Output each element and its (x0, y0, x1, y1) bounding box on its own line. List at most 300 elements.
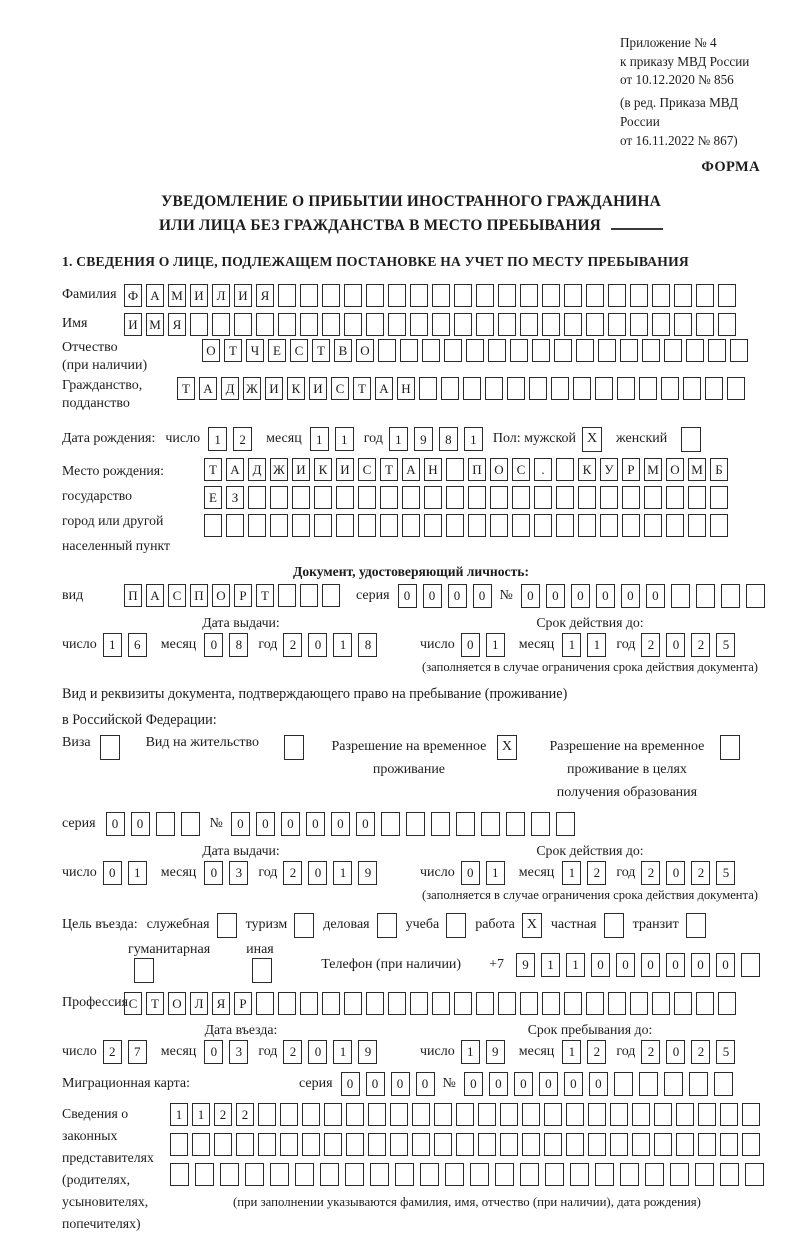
char-box[interactable]: 2 (283, 861, 302, 885)
char-box[interactable]: 0 (204, 861, 223, 885)
char-box[interactable]: А (402, 458, 420, 481)
temp-residence-checkbox[interactable]: X (497, 735, 517, 760)
char-box[interactable] (688, 514, 706, 537)
char-box[interactable]: 0 (391, 1072, 410, 1096)
char-box[interactable] (431, 812, 450, 836)
char-box[interactable] (696, 584, 715, 608)
char-box[interactable]: 2 (283, 633, 302, 657)
char-box[interactable] (718, 313, 736, 336)
char-box[interactable] (600, 514, 618, 537)
char-box[interactable]: 0 (106, 812, 125, 836)
char-box[interactable]: 0 (571, 584, 590, 608)
char-box[interactable]: 7 (128, 1040, 147, 1064)
char-box[interactable]: М (688, 458, 706, 481)
char-box[interactable] (500, 1133, 518, 1156)
char-box[interactable]: 0 (589, 1072, 608, 1096)
char-box[interactable]: Н (397, 377, 415, 400)
char-box[interactable] (644, 486, 662, 509)
char-box[interactable] (630, 284, 648, 307)
char-box[interactable] (652, 992, 670, 1015)
char-box[interactable]: 2 (641, 633, 660, 657)
char-box[interactable]: 0 (464, 1072, 483, 1096)
purpose-other-checkbox[interactable] (252, 958, 272, 983)
char-box[interactable] (270, 514, 288, 537)
char-box[interactable]: 1 (587, 633, 606, 657)
char-box[interactable]: М (168, 284, 186, 307)
char-box[interactable] (258, 1103, 276, 1126)
char-box[interactable] (195, 1163, 214, 1186)
char-box[interactable]: 2 (691, 1040, 710, 1064)
char-box[interactable] (586, 284, 604, 307)
char-box[interactable] (666, 486, 684, 509)
char-box[interactable]: 1 (486, 633, 505, 657)
char-box[interactable] (512, 486, 530, 509)
char-box[interactable] (280, 1133, 298, 1156)
char-box[interactable] (420, 1163, 439, 1186)
char-box[interactable] (485, 377, 503, 400)
char-box[interactable] (645, 1163, 664, 1186)
char-box[interactable] (664, 1072, 683, 1096)
char-box[interactable] (456, 1103, 474, 1126)
char-box[interactable]: 1 (333, 1040, 352, 1064)
char-box[interactable] (554, 339, 572, 362)
char-box[interactable] (446, 486, 464, 509)
char-box[interactable]: Я (212, 992, 230, 1015)
char-box[interactable]: 0 (423, 584, 442, 608)
char-box[interactable]: Ч (246, 339, 264, 362)
char-box[interactable] (676, 1133, 694, 1156)
char-box[interactable]: Ф (124, 284, 142, 307)
char-box[interactable] (412, 1133, 430, 1156)
char-box[interactable] (344, 284, 362, 307)
char-box[interactable]: 3 (229, 1040, 248, 1064)
char-box[interactable]: О (168, 992, 186, 1015)
char-box[interactable]: Ж (243, 377, 261, 400)
char-box[interactable]: 0 (461, 861, 480, 885)
char-box[interactable]: 1 (486, 861, 505, 885)
char-box[interactable]: Т (256, 584, 274, 607)
char-box[interactable] (698, 1103, 716, 1126)
char-box[interactable] (727, 377, 745, 400)
char-box[interactable]: 0 (308, 1040, 327, 1064)
char-box[interactable] (190, 313, 208, 336)
char-box[interactable] (170, 1163, 189, 1186)
char-box[interactable] (512, 514, 530, 537)
char-box[interactable] (434, 1103, 452, 1126)
char-box[interactable] (468, 514, 486, 537)
char-box[interactable]: 1 (562, 633, 581, 657)
char-box[interactable]: К (287, 377, 305, 400)
char-box[interactable] (566, 1133, 584, 1156)
char-box[interactable] (498, 313, 516, 336)
char-box[interactable] (322, 992, 340, 1015)
char-box[interactable] (578, 486, 596, 509)
char-box[interactable]: Т (177, 377, 195, 400)
char-box[interactable] (598, 339, 616, 362)
char-box[interactable] (600, 486, 618, 509)
char-box[interactable] (358, 486, 376, 509)
char-box[interactable]: 1 (128, 861, 147, 885)
char-box[interactable] (432, 313, 450, 336)
char-box[interactable]: 0 (308, 633, 327, 657)
char-box[interactable]: Т (380, 458, 398, 481)
char-box[interactable]: Ж (270, 458, 288, 481)
char-box[interactable] (302, 1103, 320, 1126)
char-box[interactable] (644, 514, 662, 537)
char-box[interactable] (390, 1133, 408, 1156)
char-box[interactable] (608, 284, 626, 307)
char-box[interactable]: 0 (308, 861, 327, 885)
char-box[interactable]: Я (256, 284, 274, 307)
char-box[interactable] (380, 514, 398, 537)
char-box[interactable]: 1 (103, 633, 122, 657)
char-box[interactable] (270, 1163, 289, 1186)
char-box[interactable]: 0 (331, 812, 350, 836)
char-box[interactable] (463, 377, 481, 400)
char-box[interactable]: 2 (214, 1103, 232, 1126)
char-box[interactable] (388, 313, 406, 336)
char-box[interactable]: 0 (596, 584, 615, 608)
char-box[interactable] (470, 1163, 489, 1186)
char-box[interactable]: 0 (341, 1072, 360, 1096)
char-box[interactable]: О (202, 339, 220, 362)
char-box[interactable]: И (124, 313, 142, 336)
char-box[interactable] (366, 284, 384, 307)
char-box[interactable]: 2 (283, 1040, 302, 1064)
char-box[interactable] (671, 584, 690, 608)
char-box[interactable] (446, 458, 464, 481)
visa-checkbox[interactable] (100, 735, 120, 760)
char-box[interactable]: 0 (366, 1072, 385, 1096)
char-box[interactable] (688, 486, 706, 509)
char-box[interactable] (432, 284, 450, 307)
char-box[interactable] (696, 284, 714, 307)
char-box[interactable] (345, 1163, 364, 1186)
char-box[interactable]: С (358, 458, 376, 481)
char-box[interactable] (278, 313, 296, 336)
char-box[interactable] (156, 812, 175, 836)
char-box[interactable]: 0 (539, 1072, 558, 1096)
char-box[interactable]: 0 (521, 584, 540, 608)
char-box[interactable] (466, 339, 484, 362)
char-box[interactable] (551, 377, 569, 400)
char-box[interactable]: С (290, 339, 308, 362)
char-box[interactable] (566, 1103, 584, 1126)
char-box[interactable] (478, 1133, 496, 1156)
char-box[interactable] (642, 339, 660, 362)
purpose-work-checkbox[interactable]: X (522, 913, 542, 938)
char-box[interactable] (542, 313, 560, 336)
sex-male-checkbox[interactable]: X (582, 427, 602, 452)
char-box[interactable] (520, 284, 538, 307)
char-box[interactable]: 0 (256, 812, 275, 836)
char-box[interactable]: 2 (103, 1040, 122, 1064)
char-box[interactable]: 1 (170, 1103, 188, 1126)
char-box[interactable] (578, 514, 596, 537)
char-box[interactable] (534, 514, 552, 537)
char-box[interactable] (632, 1133, 650, 1156)
char-box[interactable]: 2 (641, 861, 660, 885)
char-box[interactable] (366, 992, 384, 1015)
char-box[interactable]: 0 (716, 953, 735, 977)
char-box[interactable] (670, 1163, 689, 1186)
char-box[interactable] (204, 514, 222, 537)
char-box[interactable] (556, 486, 574, 509)
char-box[interactable] (570, 1163, 589, 1186)
char-box[interactable]: Л (190, 992, 208, 1015)
char-box[interactable] (454, 992, 472, 1015)
char-box[interactable]: 0 (564, 1072, 583, 1096)
char-box[interactable] (742, 1133, 760, 1156)
char-box[interactable] (256, 313, 274, 336)
char-box[interactable] (532, 339, 550, 362)
char-box[interactable]: 2 (691, 633, 710, 657)
char-box[interactable]: С (331, 377, 349, 400)
char-box[interactable] (292, 486, 310, 509)
char-box[interactable] (368, 1103, 386, 1126)
char-box[interactable]: 0 (514, 1072, 533, 1096)
char-box[interactable] (324, 1103, 342, 1126)
char-box[interactable]: О (212, 584, 230, 607)
char-box[interactable] (432, 992, 450, 1015)
char-box[interactable] (302, 1133, 320, 1156)
char-box[interactable]: 0 (398, 584, 417, 608)
char-box[interactable]: Т (312, 339, 330, 362)
char-box[interactable]: 0 (641, 953, 660, 977)
char-box[interactable] (630, 992, 648, 1015)
char-box[interactable] (705, 377, 723, 400)
char-box[interactable]: 2 (236, 1103, 254, 1126)
char-box[interactable]: 1 (192, 1103, 210, 1126)
char-box[interactable]: 8 (439, 427, 458, 451)
char-box[interactable]: А (199, 377, 217, 400)
char-box[interactable] (510, 339, 528, 362)
char-box[interactable] (556, 458, 574, 481)
char-box[interactable]: 0 (204, 1040, 223, 1064)
char-box[interactable]: 1 (541, 953, 560, 977)
purpose-study-checkbox[interactable] (446, 913, 466, 938)
char-box[interactable] (278, 992, 296, 1015)
char-box[interactable]: И (309, 377, 327, 400)
char-box[interactable]: 1 (208, 427, 227, 451)
char-box[interactable]: М (644, 458, 662, 481)
char-box[interactable] (630, 313, 648, 336)
char-box[interactable] (610, 1103, 628, 1126)
char-box[interactable] (402, 486, 420, 509)
char-box[interactable] (721, 584, 740, 608)
char-box[interactable] (400, 339, 418, 362)
char-box[interactable]: С (168, 584, 186, 607)
char-box[interactable]: Е (204, 486, 222, 509)
char-box[interactable]: Д (248, 458, 266, 481)
char-box[interactable] (181, 812, 200, 836)
char-box[interactable] (270, 486, 288, 509)
char-box[interactable]: Т (146, 992, 164, 1015)
char-box[interactable]: 0 (461, 633, 480, 657)
char-box[interactable] (322, 313, 340, 336)
char-box[interactable] (529, 377, 547, 400)
char-box[interactable]: 1 (566, 953, 585, 977)
char-box[interactable] (314, 486, 332, 509)
char-box[interactable] (380, 486, 398, 509)
char-box[interactable] (564, 992, 582, 1015)
char-box[interactable] (212, 313, 230, 336)
char-box[interactable] (542, 992, 560, 1015)
char-box[interactable] (661, 377, 679, 400)
char-box[interactable]: 0 (356, 812, 375, 836)
char-box[interactable]: . (534, 458, 552, 481)
char-box[interactable] (564, 313, 582, 336)
char-box[interactable] (192, 1133, 210, 1156)
char-box[interactable] (542, 284, 560, 307)
char-box[interactable] (441, 377, 459, 400)
char-box[interactable] (708, 339, 726, 362)
char-box[interactable]: 0 (489, 1072, 508, 1096)
char-box[interactable] (745, 1163, 764, 1186)
char-box[interactable]: 1 (562, 861, 581, 885)
char-box[interactable] (422, 339, 440, 362)
char-box[interactable]: А (146, 584, 164, 607)
char-box[interactable]: 0 (231, 812, 250, 836)
char-box[interactable] (490, 514, 508, 537)
char-box[interactable] (586, 313, 604, 336)
char-box[interactable] (488, 339, 506, 362)
char-box[interactable] (346, 1103, 364, 1126)
char-box[interactable] (495, 1163, 514, 1186)
char-box[interactable]: 0 (546, 584, 565, 608)
char-box[interactable] (344, 313, 362, 336)
char-box[interactable] (620, 1163, 639, 1186)
char-box[interactable]: 9 (358, 861, 377, 885)
purpose-private-checkbox[interactable] (604, 913, 624, 938)
purpose-transit-checkbox[interactable] (686, 913, 706, 938)
char-box[interactable] (576, 339, 594, 362)
char-box[interactable] (314, 514, 332, 537)
char-box[interactable] (490, 486, 508, 509)
char-box[interactable]: 0 (204, 633, 223, 657)
char-box[interactable]: Т (353, 377, 371, 400)
char-box[interactable] (444, 339, 462, 362)
char-box[interactable] (170, 1133, 188, 1156)
char-box[interactable]: Н (424, 458, 442, 481)
char-box[interactable]: 2 (587, 1040, 606, 1064)
char-box[interactable]: 9 (516, 953, 535, 977)
char-box[interactable]: А (146, 284, 164, 307)
char-box[interactable]: С (512, 458, 530, 481)
char-box[interactable] (520, 1163, 539, 1186)
char-box[interactable] (390, 1103, 408, 1126)
char-box[interactable] (632, 1103, 650, 1126)
purpose-business-checkbox[interactable] (377, 913, 397, 938)
char-box[interactable]: А (226, 458, 244, 481)
char-box[interactable] (588, 1103, 606, 1126)
char-box[interactable] (686, 339, 704, 362)
char-box[interactable] (534, 486, 552, 509)
char-box[interactable] (507, 377, 525, 400)
char-box[interactable]: 1 (333, 633, 352, 657)
char-box[interactable] (520, 992, 538, 1015)
char-box[interactable] (720, 1133, 738, 1156)
char-box[interactable] (468, 486, 486, 509)
char-box[interactable] (545, 1163, 564, 1186)
residence-permit-checkbox[interactable] (284, 735, 304, 760)
purpose-official-checkbox[interactable] (217, 913, 237, 938)
char-box[interactable]: Р (234, 992, 252, 1015)
char-box[interactable] (614, 1072, 633, 1096)
char-box[interactable]: 0 (621, 584, 640, 608)
char-box[interactable] (454, 313, 472, 336)
char-box[interactable]: О (490, 458, 508, 481)
char-box[interactable]: 0 (591, 953, 610, 977)
char-box[interactable]: 0 (646, 584, 665, 608)
char-box[interactable] (278, 284, 296, 307)
char-box[interactable] (746, 584, 765, 608)
char-box[interactable] (322, 584, 340, 607)
char-box[interactable]: 2 (587, 861, 606, 885)
char-box[interactable] (456, 812, 475, 836)
char-box[interactable]: 0 (616, 953, 635, 977)
char-box[interactable] (500, 1103, 518, 1126)
char-box[interactable] (248, 514, 266, 537)
char-box[interactable]: И (265, 377, 283, 400)
char-box[interactable] (742, 1103, 760, 1126)
char-box[interactable] (564, 284, 582, 307)
char-box[interactable]: 0 (666, 633, 685, 657)
char-box[interactable] (622, 514, 640, 537)
char-box[interactable] (366, 313, 384, 336)
char-box[interactable]: А (375, 377, 393, 400)
char-box[interactable]: 0 (306, 812, 325, 836)
char-box[interactable] (446, 514, 464, 537)
char-box[interactable] (741, 953, 760, 977)
char-box[interactable]: П (190, 584, 208, 607)
char-box[interactable]: 1 (335, 427, 354, 451)
char-box[interactable] (586, 992, 604, 1015)
char-box[interactable] (674, 284, 692, 307)
char-box[interactable] (378, 339, 396, 362)
char-box[interactable] (683, 377, 701, 400)
char-box[interactable] (544, 1103, 562, 1126)
char-box[interactable]: У (600, 458, 618, 481)
char-box[interactable] (522, 1133, 540, 1156)
char-box[interactable] (248, 486, 266, 509)
char-box[interactable]: 9 (486, 1040, 505, 1064)
char-box[interactable] (556, 514, 574, 537)
char-box[interactable]: 1 (562, 1040, 581, 1064)
char-box[interactable] (395, 1163, 414, 1186)
char-box[interactable] (573, 377, 591, 400)
char-box[interactable] (346, 1133, 364, 1156)
char-box[interactable]: 0 (473, 584, 492, 608)
char-box[interactable] (292, 514, 310, 537)
char-box[interactable] (358, 514, 376, 537)
char-box[interactable] (220, 1163, 239, 1186)
char-box[interactable] (654, 1133, 672, 1156)
char-box[interactable] (368, 1133, 386, 1156)
char-box[interactable] (696, 313, 714, 336)
char-box[interactable] (720, 1103, 738, 1126)
char-box[interactable] (595, 377, 613, 400)
char-box[interactable] (278, 584, 296, 607)
char-box[interactable] (481, 812, 500, 836)
char-box[interactable] (402, 514, 420, 537)
char-box[interactable] (689, 1072, 708, 1096)
char-box[interactable]: М (146, 313, 164, 336)
char-box[interactable] (710, 486, 728, 509)
char-box[interactable] (476, 284, 494, 307)
char-box[interactable] (654, 1103, 672, 1126)
char-box[interactable] (506, 812, 525, 836)
